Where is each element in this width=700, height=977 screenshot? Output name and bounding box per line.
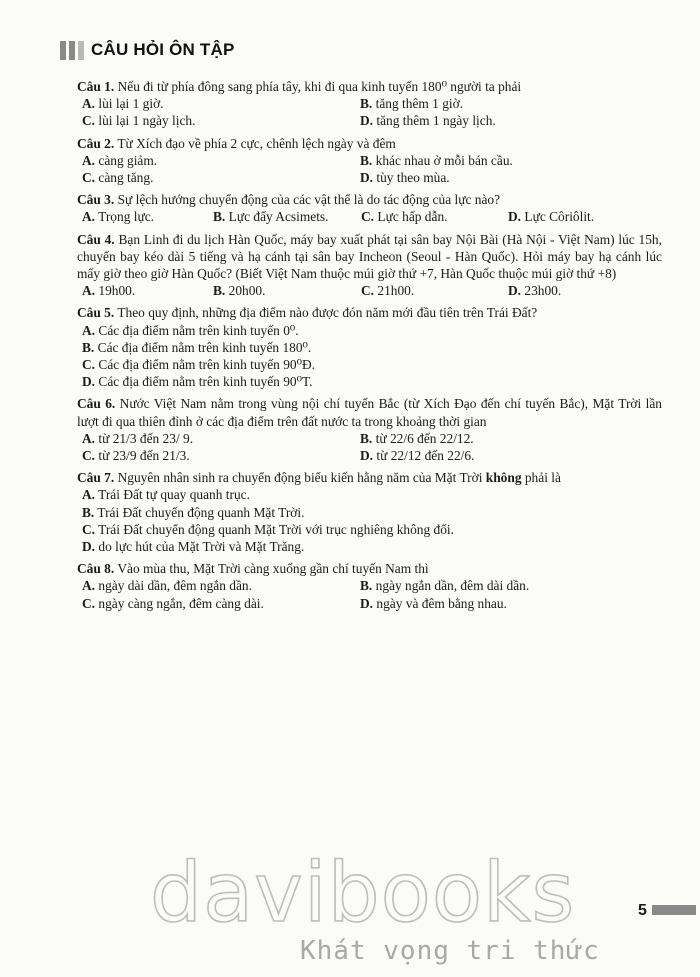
question-6 xyxy=(77,395,662,464)
question-8 xyxy=(77,560,662,612)
question-number: Câu 8. xyxy=(77,561,115,577)
question-text: Sự lệch hướng chuyển động của các vật thể là do tác động của lực nào? xyxy=(117,192,501,208)
question-2 xyxy=(77,135,662,187)
option-b[interactable]: B. Lực đẩy Acsimets. xyxy=(213,209,329,225)
question-stem xyxy=(77,560,662,577)
page-number-bar xyxy=(652,905,696,915)
section-title: CÂU HỎI ÔN TẬP xyxy=(91,40,235,59)
option-a[interactable]: A. ngày dài dần, đêm ngắn dần. xyxy=(82,578,252,594)
question-number: Câu 4. xyxy=(77,231,115,247)
option-c[interactable]: C. 21h00. xyxy=(361,283,415,299)
answer-options xyxy=(77,577,662,611)
question-number: Câu 7. xyxy=(77,470,115,486)
answer-options xyxy=(77,430,662,464)
option-a[interactable]: A. lùi lại 1 giờ. xyxy=(82,96,164,112)
answer-options xyxy=(77,95,662,129)
option-d[interactable]: D. tăng thêm 1 ngày lịch. xyxy=(360,113,496,129)
answer-options xyxy=(77,152,662,186)
answer-options xyxy=(77,208,662,225)
watermark-tagline: Khát vọng tri thức xyxy=(300,936,600,966)
option-d[interactable]: D. từ 22/12 đến 22/6. xyxy=(360,448,475,464)
option-b[interactable]: B. từ 22/6 đến 22/12. xyxy=(360,430,474,446)
question-text: Nếu đi từ phía đông sang phía tây, khi đi qua kinh tuyến 180⁰ người ta phải xyxy=(117,79,522,94)
question-stem xyxy=(77,469,662,486)
answer-options xyxy=(77,322,662,391)
option-b[interactable]: B. ngày ngắn dần, đêm dài dần. xyxy=(360,578,530,594)
option-a[interactable]: A. 19h00. xyxy=(82,283,136,299)
section-header xyxy=(60,40,235,60)
option-c[interactable]: C. lùi lại 1 ngày lịch. xyxy=(82,113,196,129)
option-b[interactable]: B. Trái Đất chuyển động quanh Mặt Trời. xyxy=(82,504,305,520)
question-text: Nguyên nhân sinh ra chuyển động biểu kiến hằng năm của Mặt Trời xyxy=(117,470,486,486)
option-d[interactable]: D. do lực hút của Mặt Trời và Mặt Trăng. xyxy=(82,539,305,555)
question-stem xyxy=(77,191,662,208)
question-text: Vào mùa thu, Mặt Trời càng xuống gần chí tuyến Nam thì xyxy=(117,561,429,577)
question-list xyxy=(77,78,662,617)
page-number: 5 xyxy=(638,902,647,919)
question-5 xyxy=(77,304,662,390)
option-a[interactable]: A. từ 21/3 đến 23/ 9. xyxy=(82,430,194,446)
option-c[interactable]: C. từ 23/9 đến 21/3. xyxy=(82,448,190,464)
watermark-brand: davibooks xyxy=(150,846,576,941)
answer-options xyxy=(77,486,662,555)
question-text: Nước Việt Nam nằm trong vùng nội chí tuyến Bắc (từ Xích Đạo đến chí tuyến Bắc), Mặt Trời lần lượt đi qua thiên đỉnh ở các địa điểm trên đất nước ta trong khoảng thời gian xyxy=(77,396,662,429)
option-a[interactable]: A. càng giảm. xyxy=(82,152,158,168)
option-d[interactable]: D. ngày và đêm bằng nhau. xyxy=(360,595,507,611)
question-text: Theo quy định, những địa điểm nào được đón năm mới đầu tiên trên Trái Đất? xyxy=(117,305,538,321)
option-c[interactable]: C. càng tăng. xyxy=(82,170,154,186)
option-c[interactable]: C. Lực hấp dẫn. xyxy=(361,209,448,225)
question-1 xyxy=(77,78,662,130)
question-number: Câu 3. xyxy=(77,192,115,208)
option-d[interactable]: D. Các địa điểm nằm trên kinh tuyến 90⁰T. xyxy=(82,374,313,390)
header-bars-icon xyxy=(60,41,84,60)
question-stem xyxy=(77,395,662,429)
option-d[interactable]: D. Lực Côriôlit. xyxy=(508,209,595,225)
question-number: Câu 2. xyxy=(77,135,115,151)
question-stem xyxy=(77,78,662,95)
question-7 xyxy=(77,469,662,555)
option-c[interactable]: C. ngày càng ngắn, đêm càng dài. xyxy=(82,595,264,611)
option-d[interactable]: D. 23h00. xyxy=(508,283,562,299)
question-4 xyxy=(77,231,662,300)
question-stem xyxy=(77,304,662,321)
question-stem xyxy=(77,231,662,283)
option-b[interactable]: B. 20h00. xyxy=(213,283,266,299)
question-number: Câu 5. xyxy=(77,305,115,321)
question-stem xyxy=(77,135,662,152)
option-a[interactable]: A. Trọng lực. xyxy=(82,209,155,225)
question-number: Câu 6. xyxy=(77,396,116,412)
option-b[interactable]: B. tăng thêm 1 giờ. xyxy=(360,96,464,112)
option-c[interactable]: C. Các địa điểm nằm trên kinh tuyến 90⁰Đ. xyxy=(82,357,315,373)
option-d[interactable]: D. tùy theo mùa. xyxy=(360,170,450,186)
question-number: Câu 1. xyxy=(77,79,115,94)
question-text: Bạn Linh đi du lịch Hàn Quốc, máy bay xuất phát tại sân bay Nội Bài (Hà Nội - Việt Nam) lúc 15h, chuyến bay kéo dài 5 tiếng và hạ cánh tại sân bay Incheon (Seoul - Hàn Quốc). Hỏi máy bay hạ cánh lúc mấy giờ theo giờ Hàn Quốc? (Biết Việt Nam thuộc múi giờ thứ +7, Hàn Quốc thuộc múi giờ thứ +8) xyxy=(77,231,662,282)
option-c[interactable]: C. Trái Đất chuyển động quanh Mặt Trời với trục nghiêng không đổi. xyxy=(82,521,454,537)
option-b[interactable]: B. khác nhau ở mỗi bán cầu. xyxy=(360,152,513,168)
question-text-end: phải là xyxy=(521,470,561,486)
option-a[interactable]: A. Các địa điểm nằm trên kinh tuyến 0⁰. xyxy=(82,322,299,338)
question-3 xyxy=(77,191,662,225)
question-text: Từ Xích đạo về phía 2 cực, chênh lệch ngày và đêm xyxy=(117,135,396,151)
answer-options xyxy=(77,282,662,299)
question-emphasis: không xyxy=(485,470,522,486)
option-b[interactable]: B. Các địa điểm nằm trên kinh tuyến 180⁰. xyxy=(82,339,312,355)
option-a[interactable]: A. Trái Đất tự quay quanh trục. xyxy=(82,487,250,503)
